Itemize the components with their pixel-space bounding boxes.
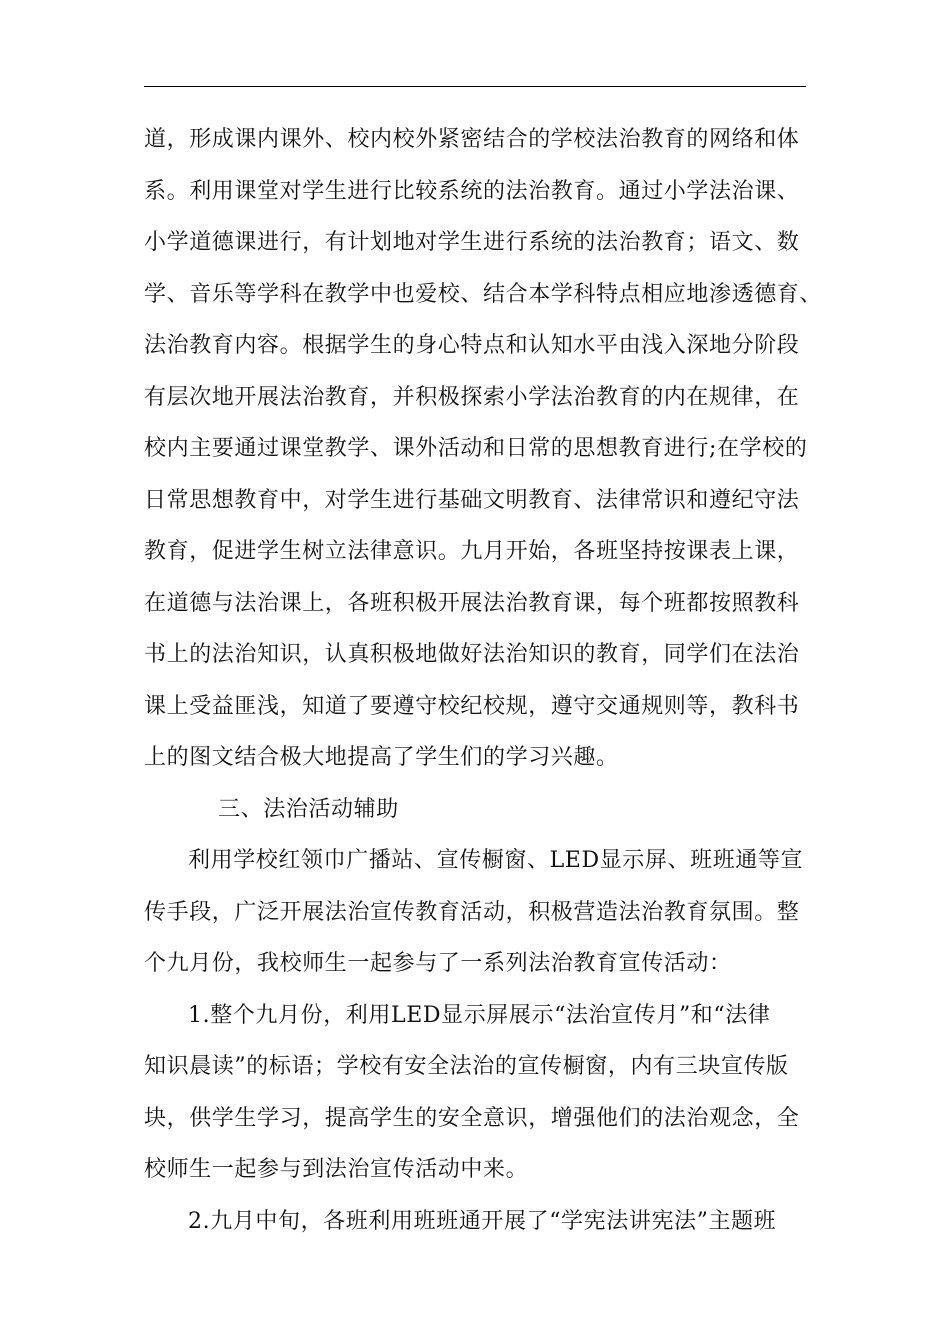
- body-line: 块，供学生学习，提高学生的安全意识，增强他们的法治观念，全: [144, 1105, 800, 1131]
- body-line: 系。利用课堂对学生进行比较系统的法治教育。通过小学法治课、: [144, 178, 800, 204]
- body-line: 小学道德课进行，有计划地对学生进行系统的法治教育；语文、数: [144, 230, 800, 255]
- body-line: 法治教育内容。根据学生的身心特点和认知水平由浅入深地分阶段: [144, 333, 800, 358]
- section-heading: 三、法治活动辅助: [218, 796, 399, 822]
- body-line: 传手段，广泛开展法治宣传教育活动，积极营造法治教育氛围。整: [144, 899, 800, 925]
- document-body: [144, 114, 823, 1247]
- paragraph-first-line: 利用学校红领巾广播站、宣传橱窗、LED显示屏、班班通等宣: [188, 848, 804, 873]
- body-line: 知识晨读”的标语；学校有安全法治的宣传橱窗，内有三块宣传版: [144, 1054, 789, 1079]
- list-item-1-first-line: 1.整个九月份，利用LED显示屏展示“法治宣传月”和“法律: [188, 1002, 771, 1028]
- body-line: 学、音乐等学科在教学中也爱校、结合本学科特点相应地渗透德育、: [144, 281, 823, 307]
- body-line: 有层次地开展法治教育，并积极探索小学法治教育的内在规律，在: [144, 384, 800, 410]
- body-line: 日常思想教育中，对学生进行基础文明教育、法律常识和遵纪守法: [144, 487, 800, 513]
- list-item-2-first-line: 2.九月中旬，各班利用班班通开展了“学宪法讲宪法”主题班: [188, 1208, 777, 1234]
- body-line: 在道德与法治课上，各班积极开展法治教育课，每个班都按照教科: [144, 590, 800, 616]
- body-line: 校师生一起参与到法治宣传活动中来。: [144, 1157, 529, 1182]
- body-line: 道，形成课内课外、校内校外紧密结合的学校法治教育的网络和体: [144, 127, 800, 152]
- body-line: 个九月份，我校师生一起参与了一系列法治教育宣传活动：: [144, 951, 732, 976]
- header-rule: [144, 86, 806, 87]
- body-line: 课上受益匪浅，知道了要遵守校纪校规，遵守交通规则等，教科书: [144, 693, 800, 719]
- body-line: 校内主要通过课堂教学、课外活动和日常的思想教育进行;在学校的: [144, 436, 808, 461]
- body-line: 上的图文结合极大地提高了学生们的学习兴趣。: [144, 745, 619, 770]
- body-line: 教育，促进学生树立法律意识。九月开始，各班坚持按课表上课，: [144, 539, 800, 564]
- body-line: 书上的法治知识，认真积极地做好法治知识的教育，同学们在法治: [144, 642, 800, 667]
